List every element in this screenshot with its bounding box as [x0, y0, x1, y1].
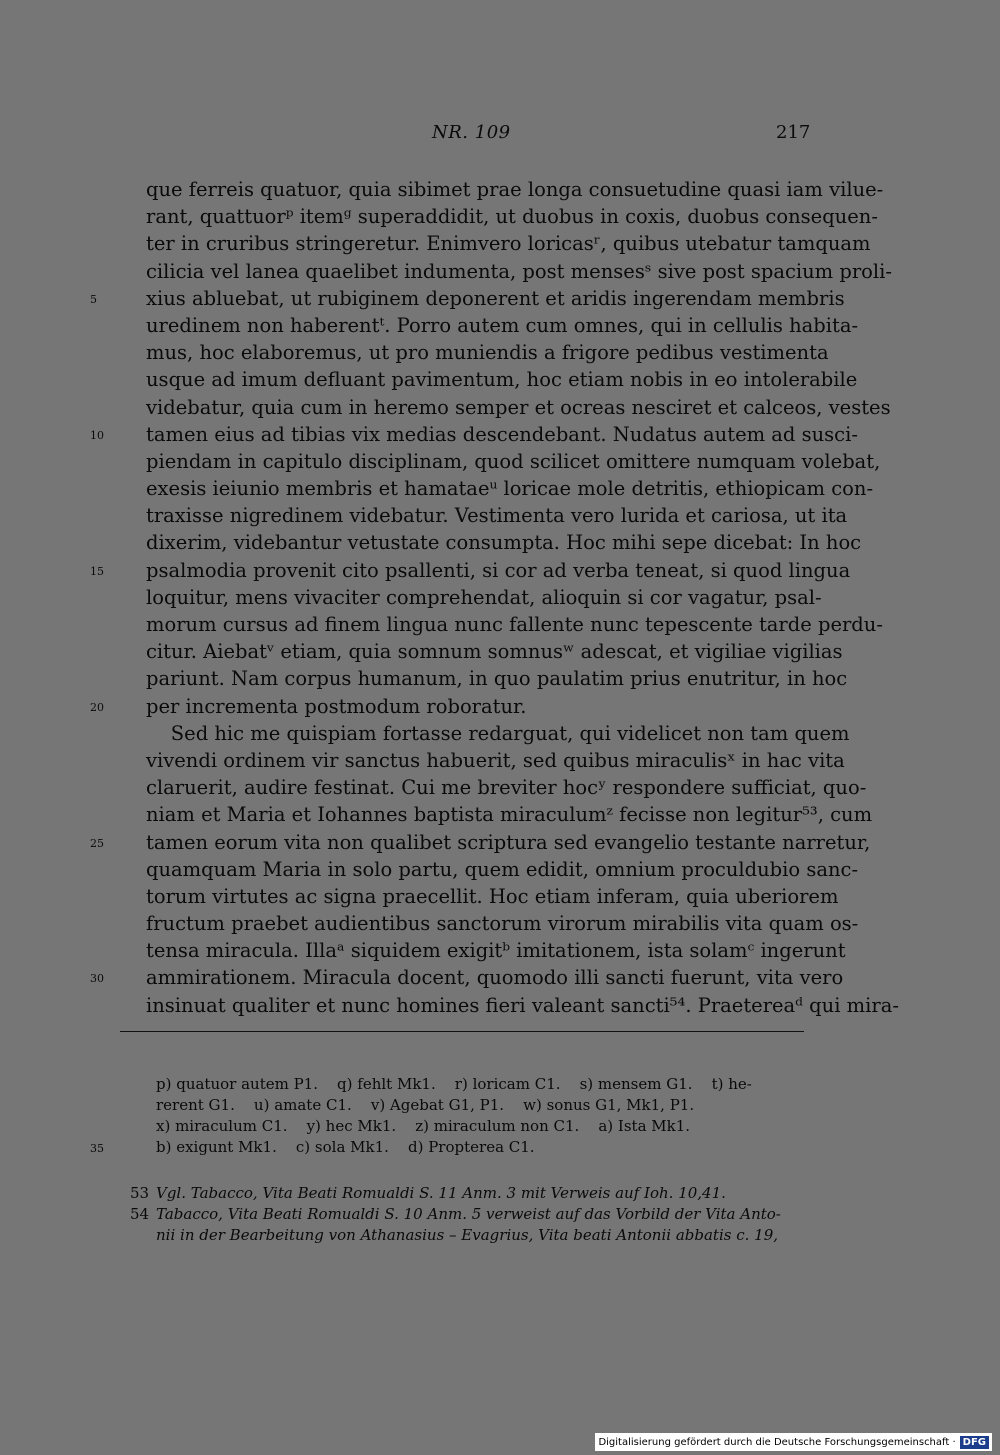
- text-line: [146, 529, 862, 556]
- dfg-logo: DFG: [960, 1436, 989, 1449]
- footnote-line: [130, 1183, 806, 1204]
- footnote-text: Vgl. Tabacco, Vita Beati Romualdi S. 11 Anm. 3 mit Verweis auf Ioh. 10,41.: [156, 1184, 726, 1202]
- line-number: 15: [90, 564, 104, 578]
- line-text: per incrementa postmodum roboratur.: [146, 694, 527, 718]
- text-line: [146, 883, 839, 910]
- line-text: quamquam Maria in solo partu, quem edidit, omnium proculdubio sanc-: [146, 857, 859, 881]
- line-text: citur. Aiebatᵛ etiam, quia somnum somnusʷ adescat, et vigiliae vigilias: [146, 640, 843, 664]
- line-text: Sed hic me quispiam fortasse redarguat, qui videlicet non tam quem: [146, 721, 850, 745]
- text-line: [146, 584, 822, 611]
- text-line: [146, 638, 843, 665]
- text-line: [146, 258, 892, 285]
- text-line: [90, 557, 851, 584]
- text-line: [146, 611, 883, 638]
- text-line: [146, 992, 899, 1019]
- funding-text: Digitalisierung gefördert durch die Deutsche Forschungsgemeinschaft ·: [598, 1436, 956, 1448]
- apparatus-line: [90, 1137, 806, 1158]
- line-text: morum cursus ad finem lingua nunc fallente nunc tepescente tarde perdu-: [146, 613, 883, 636]
- line-text: uredinem non haberentᵗ. Porro autem cum omnes, qui in cellulis habita-: [146, 313, 859, 337]
- apparatus-line: [156, 1095, 806, 1116]
- text-line: [146, 747, 845, 774]
- line-text: insinuat qualiter et nunc homines fieri valeant sancti⁵⁴. Praetereaᵈ qui mira-: [146, 993, 899, 1017]
- line-number: 10: [90, 428, 104, 442]
- line-text: niam et Maria et Iohannes baptista miraculumᶻ fecisse non legitur⁵³, cum: [146, 803, 873, 827]
- line-text: claruerit, audire festinat. Cui me breviter hocʸ respondere sufficiat, quo-: [146, 776, 867, 800]
- text-line: [146, 366, 858, 393]
- main-text: [90, 176, 899, 1019]
- text-line: [146, 774, 867, 801]
- critical-apparatus: [90, 1074, 806, 1158]
- line-text: torum virtutes ac signa praecellit. Hoc etiam inferam, quia uberiorem: [146, 884, 839, 908]
- line-number: 5: [90, 292, 97, 306]
- line-text: pariunt. Nam corpus humanum, in quo paulatim prius enutritur, in hoc: [146, 667, 848, 691]
- dfg-funding-bar: [595, 1433, 992, 1451]
- apparatus-line: [156, 1074, 806, 1095]
- line-text: rant, quattuorᵖ itemᵍ superaddidit, ut duobus in coxis, duobus consequen-: [146, 205, 878, 229]
- line-text: piendam in capitulo disciplinam, quod scilicet omittere numquam volebat,: [146, 449, 881, 473]
- line-number: 30: [90, 972, 104, 986]
- text-line: [90, 829, 871, 856]
- apparatus-line: [156, 1116, 806, 1137]
- apparatus-text: p) quatuor autem P1. q) fehlt Mk1. r) loricam C1. s) mensem G1. t) he-: [156, 1075, 752, 1093]
- footnote-text: nii in der Bearbeitung von Athanasius – Evagrius, Vita beati Antonii abbatis c. 19,: [156, 1226, 779, 1244]
- footnote-number: 54: [130, 1205, 150, 1223]
- page-number: 217: [776, 122, 811, 143]
- footnote-divider: [120, 1031, 804, 1032]
- text-line: [146, 502, 848, 529]
- text-line: [146, 230, 871, 257]
- footnote-line: [130, 1204, 806, 1225]
- footnote-line: [130, 1225, 806, 1246]
- apparatus-text: rerent G1. u) amate C1. v) Agebat G1, P1. w) sonus G1, Mk1, P1.: [156, 1096, 695, 1114]
- line-text: tamen eorum vita non qualibet scriptura sed evangelio testante narretur,: [146, 830, 871, 854]
- text-line: [146, 339, 829, 366]
- apparatus-text: b) exigunt Mk1. c) sola Mk1. d) Propterea C1.: [156, 1138, 535, 1156]
- text-line: [90, 421, 858, 448]
- text-line: [90, 285, 845, 312]
- text-line: [90, 964, 844, 991]
- line-text: videbatur, quia cum in heremo semper et ocreas nesciret et calceos, vestes: [146, 395, 891, 419]
- text-line: [146, 448, 881, 475]
- line-text: que ferreis quatuor, quia sibimet prae longa consuetudine quasi iam vilue-: [146, 178, 884, 201]
- line-text: tensa miracula. Illaᵃ siquidem exigitᵇ imitationem, ista solamᶜ ingerunt: [146, 939, 846, 963]
- line-text: mus, hoc elaboremus, ut pro muniendis a frigore pedibus vestimenta: [146, 341, 829, 365]
- text-line: [146, 176, 884, 203]
- line-text: cilicia vel lanea quaelibet indumenta, post mensesˢ sive post spacium proli-: [146, 259, 892, 283]
- line-text: traxisse nigredinem videbatur. Vestimenta vero lurida et cariosa, ut ita: [146, 504, 848, 528]
- text-line: [146, 475, 874, 502]
- text-line: [90, 693, 806, 720]
- line-text: exesis ieiunio membris et hamataeᵘ loricae mole detritis, ethiopicam con-: [146, 477, 874, 501]
- line-text: usque ad imum defluant pavimentum, hoc etiam nobis in eo intolerabile: [146, 368, 858, 392]
- text-line: [146, 910, 859, 937]
- line-number: 25: [90, 836, 104, 850]
- apparatus-text: x) miraculum C1. y) hec Mk1. z) miraculum non C1. a) Ista Mk1.: [156, 1117, 691, 1135]
- line-text: vivendi ordinem vir sanctus habuerit, sed quibus miraculisˣ in hac vita: [146, 748, 845, 772]
- line-text: ter in cruribus stringeretur. Enimvero loricasʳ, quibus utebatur tamquam: [146, 232, 871, 256]
- footnote-number: 53: [130, 1184, 150, 1202]
- text-line: [146, 312, 859, 339]
- text-line: [146, 203, 878, 230]
- line-text: xius abluebat, ut rubiginem deponerent et aridis ingerendam membris: [146, 286, 845, 310]
- text-line: [146, 665, 848, 692]
- running-title: NR. 109: [432, 122, 511, 143]
- line-text: tamen eius ad tibias vix medias descendebant. Nudatus autem ad susci-: [146, 422, 858, 446]
- line-text: ammirationem. Miracula docent, quomodo illi sancti fuerunt, vita vero: [146, 966, 844, 990]
- line-text: fructum praebet audientibus sanctorum virorum mirabilis vita quam os-: [146, 912, 859, 936]
- footnote-text: Tabacco, Vita Beati Romualdi S. 10 Anm. 5 verweist auf das Vorbild der Vita Anto-: [156, 1205, 781, 1223]
- text-line: [146, 856, 859, 883]
- text-line: [146, 937, 846, 964]
- text-line: [146, 801, 873, 828]
- line-text: dixerim, videbantur vetustate consumpta. Hoc mihi sepe dicebat: In hoc: [146, 531, 862, 555]
- text-line: [146, 720, 850, 747]
- line-number: 35: [90, 1142, 104, 1155]
- line-number: 20: [90, 700, 104, 714]
- running-header: [0, 122, 1000, 148]
- text-line: [146, 394, 891, 421]
- line-text: loquitur, mens vivaciter comprehendat, alioquin si cor vagatur, psal-: [146, 585, 822, 609]
- line-text: psalmodia provenit cito psallenti, si cor ad verba teneat, si quod lingua: [146, 558, 851, 582]
- footnotes: [130, 1183, 806, 1246]
